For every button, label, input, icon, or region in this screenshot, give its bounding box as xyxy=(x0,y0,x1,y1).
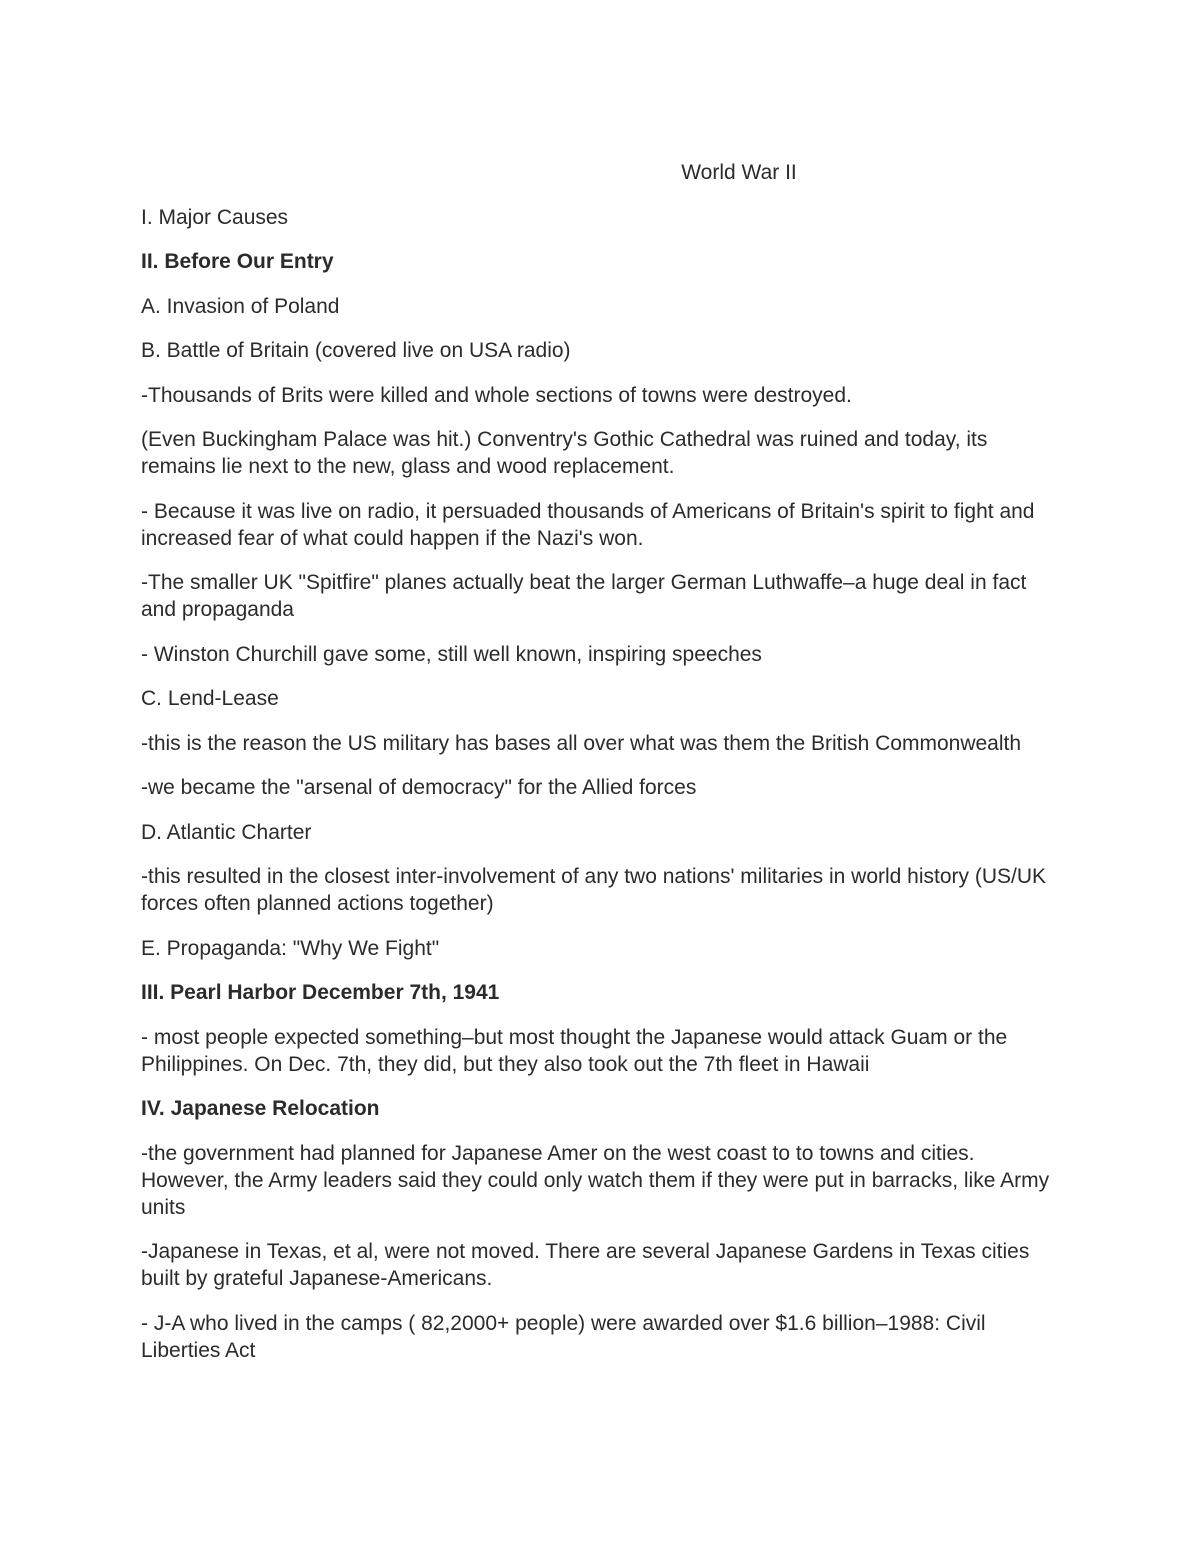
paragraph-text: -the government had planned for Japanese Amer on the west coast to to towns and cities. However, the Army leaders said they could only watch them if they were put in barracks, like Army units xyxy=(141,1141,1050,1219)
paragraph-text: - most people expected something–but most thought the Japanese would attack Guam or the Philippines. On Dec. 7th, they did, but they also took out the 7th fleet in Hawaii xyxy=(141,1025,1008,1076)
document-title xyxy=(141,159,1200,186)
paragraph xyxy=(141,1310,1051,1364)
section-heading xyxy=(141,248,1051,275)
paragraph xyxy=(141,935,1051,962)
paragraph xyxy=(141,382,1051,409)
document-body xyxy=(141,204,1051,1364)
paragraph-text: D. Atlantic Charter xyxy=(141,820,312,844)
paragraph-text: E. Propaganda: "Why We Fight" xyxy=(141,936,440,960)
paragraph-text: - Because it was live on radio, it persuaded thousands of Americans of Britain's spirit to fight and increased fear of what could happen if the Nazi's won. xyxy=(141,499,1035,550)
section-heading xyxy=(141,979,1051,1006)
paragraph-text: -The smaller UK "Spitfire" planes actually beat the larger German Luthwaffe–a huge deal in fact and propaganda xyxy=(141,571,1027,621)
paragraph xyxy=(141,1140,1051,1221)
paragraph-text: (Even Buckingham Palace was hit.) Conventry's Gothic Cathedral was ruined and today, its remains lie next to the new, glass and wood replacement. xyxy=(141,428,988,478)
paragraph xyxy=(141,498,1051,552)
paragraph xyxy=(141,426,1051,480)
paragraph xyxy=(141,1238,1051,1292)
paragraph-text: A. Invasion of Poland xyxy=(141,294,340,318)
paragraph-text: I. Major Causes xyxy=(141,205,289,229)
paragraph xyxy=(141,863,1051,917)
paragraph xyxy=(141,204,1051,231)
paragraph-text: III. Pearl Harbor December 7th, 1941 xyxy=(141,981,500,1004)
paragraph-text: B. Battle of Britain (covered live on USA radio) xyxy=(141,339,571,362)
paragraph-text: -we became the "arsenal of democracy" for the Allied forces xyxy=(141,776,697,799)
paragraph-text: -this is the reason the US military has bases all over what was them the British Commonwealth xyxy=(141,731,1022,755)
paragraph xyxy=(141,1024,1051,1078)
paragraph-text: - Winston Churchill gave some, still well known, inspiring speeches xyxy=(141,642,762,666)
paragraph xyxy=(141,730,1051,757)
paragraph-text: -this resulted in the closest inter-involvement of any two nations' militaries in world history (US/UK forces often planned actions together) xyxy=(141,865,1047,915)
section-heading xyxy=(141,1095,1051,1122)
paragraph xyxy=(141,569,1051,623)
title-text: World War II xyxy=(681,161,797,184)
paragraph xyxy=(141,293,1051,320)
paragraph xyxy=(141,641,1051,668)
paragraph xyxy=(141,819,1051,846)
paragraph xyxy=(141,774,1051,801)
document-page xyxy=(141,159,1051,1381)
paragraph-text: -Japanese in Texas, et al, were not moved. There are several Japanese Gardens in Texas cities built by grateful Japanese-Americans. xyxy=(141,1240,1030,1290)
paragraph-text: -Thousands of Brits were killed and whole sections of towns were destroyed. xyxy=(141,383,852,407)
paragraph-text: IV. Japanese Relocation xyxy=(141,1097,380,1120)
paragraph xyxy=(141,685,1051,712)
paragraph xyxy=(141,337,1051,364)
paragraph-text: - J-A who lived in the camps ( 82,2000+ people) were awarded over $1.6 billion–1988: Civil Liberties Act xyxy=(141,1311,986,1362)
paragraph-text: C. Lend-Lease xyxy=(141,687,279,710)
paragraph-text: II. Before Our Entry xyxy=(141,250,334,273)
